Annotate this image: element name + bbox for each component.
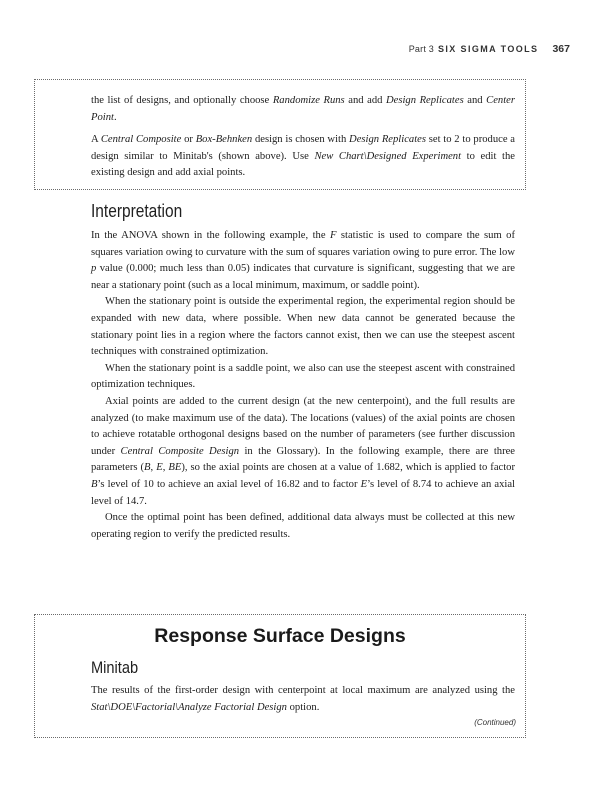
header-part: Part 3	[408, 44, 434, 54]
interpretation-body	[91, 228, 515, 543]
minitab-subheading: Minitab	[91, 658, 139, 677]
header-section-title: SIX SIGMA TOOLS	[437, 44, 539, 54]
section-title: Response Surface Designs	[154, 625, 406, 647]
interpretation-paragraph-5: Once the optimal point has been defined, additional data always must be collected at this new operating region to verify the predicted results.	[91, 512, 515, 540]
interpretation-paragraph-4: Axial points are added to the current design (at the new centerpoint), and the full results are analyzed (to make maximum use of the data). The locations (values) of the axial points are chosen to achieve rotatable orthogonal designs based on the number of parameters (see further discussion under Central Composite Design in the Glossary). In the following example, there are three parameters (B, E, BE), so the axial points are chosen at a value of 1.682, which is applied to factor B’s level of 10 to achieve an axial level of 16.82 and to factor E’s level of 8.74 to achieve an axial level of 14.7.	[91, 395, 515, 507]
box-bottom-paragraph-1: The results of the first-order design with centerpoint at local maximum are analyzed using the Stat\DOE\Factorial\Analyze Factorial Design option.	[91, 685, 515, 713]
box-top-paragraph-1: the list of designs, and optionally choose Randomize Runs and add Design Replicates and Center Point.	[91, 95, 515, 123]
interpretation-paragraph-2: When the stationary point is outside the experimental region, the experimental region should be expanded with new data, where possible. When new data cannot be generated because the stationary point lies in a region where the factors cannot exist, then we can use the steepest ascent techniques with constrained optimization.	[91, 296, 515, 358]
page-number: 367	[552, 43, 570, 55]
interpretation-heading: Interpretation	[91, 201, 183, 221]
running-header	[409, 43, 570, 55]
box-bottom-text	[91, 683, 515, 716]
continued-note: (Continued)	[474, 718, 516, 727]
box-top-text	[91, 93, 515, 182]
interpretation-paragraph-1: In the ANOVA shown in the following example, the F statistic is used to compare the sum of squares variation owing to curvature with the sum of squares variation owing to pure error. The low p value (0.000; much less than 0.05) indicates that curvature is significant, suggesting that we are near a stationary point (such as a local minimum, maximum, or saddle point).	[91, 230, 515, 291]
box-top-paragraph-2: A Central Composite or Box-Behnken design is chosen with Design Replicates set to 2 to produce a design similar to Minitab's (shown above). Use New Chart\Designed Experiment to edit the existing design and add axial points.	[91, 134, 515, 179]
interpretation-paragraph-3: When the stationary point is a saddle point, we also can use the steepest ascent with constrained optimization techniques.	[91, 362, 515, 391]
